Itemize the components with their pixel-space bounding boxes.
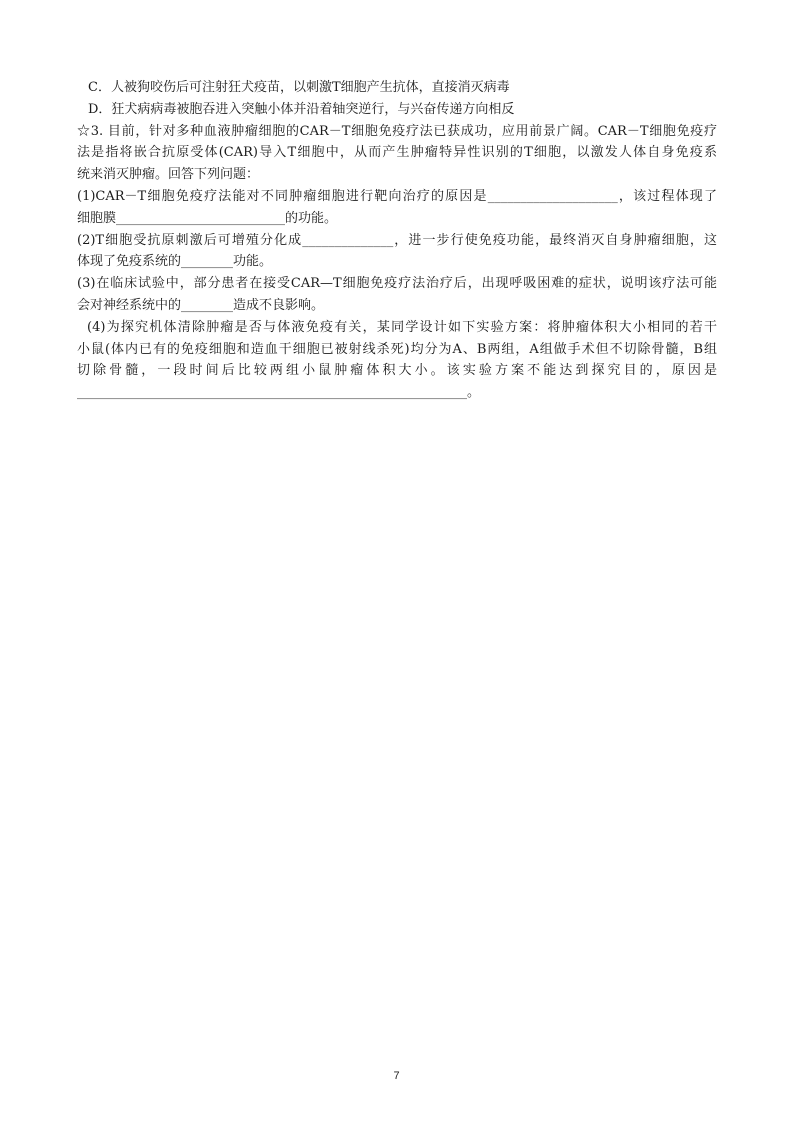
sub-question-4-line-1: (4)为探究机体清除肿瘤是否与体液免疫有关，某同学设计如下实验方案：将肿瘤体积大小相同的若干 <box>87 319 717 335</box>
question-3-stem-line-1: ☆3. 目前，针对多种血液肿瘤细胞的CAR－T细胞免疫疗法已获成功，应用前景广阔。CAR－T细胞免疫疗 <box>77 123 717 139</box>
sub-question-4-line-3: 切除骨髓，一段时间后比较两组小鼠肿瘤体积大小。该实验方案不能达到探究目的，原因是 <box>77 363 717 379</box>
question-3-stem-line-2: 法是指将嵌合抗原受体(CAR)导入T细胞中，从而产生肿瘤特异性识别的T细胞，以激发人体自身免疫系 <box>77 145 717 161</box>
sub-question-2-line-1: (2)T细胞受抗原刺激后可增殖分化成______________，进一步行使免疫功能，最终消灭自身肿瘤细胞，这 <box>77 232 717 248</box>
page-number: 7 <box>393 1070 400 1082</box>
question-3-stem-line-3: 统来消灭肿瘤。回答下列问题： <box>77 167 260 183</box>
sub-question-4-line-2: 小鼠(体内已有的免疫细胞和造血干细胞已被射线杀死)均分为A、B两组，A组做手术但不切除骨髓，B组 <box>77 341 717 357</box>
sub-question-3-line-2: 会对神经系统中的________造成不良影响。 <box>77 297 325 313</box>
sub-question-1-line-1: (1)CAR－T细胞免疫疗法能对不同肿瘤细胞进行靶向治疗的原因是____________________，该过程体现了 <box>77 188 717 204</box>
sub-question-4-line-4: ____________________________________________________________。 <box>77 385 480 401</box>
option-d: D．狂犬病病毒被胞吞进入突触小体并沿着轴突逆行，与兴奋传递方向相反 <box>88 101 515 117</box>
option-c: C．人被狗咬伤后可注射狂犬疫苗，以刺激T细胞产生抗体，直接消灭病毒 <box>88 80 510 95</box>
sub-question-3-line-1: (3)在临床试验中，部分患者在接受CAR—T细胞免疫疗法治疗后，出现呼吸困难的症状，说明该疗法可能 <box>77 276 717 292</box>
page-content <box>77 77 717 404</box>
sub-question-2-line-2: 体现了免疫系统的________功能。 <box>77 254 273 270</box>
sub-question-1-line-2: 细胞膜__________________________的功能。 <box>77 210 338 226</box>
question-3 <box>77 121 717 404</box>
